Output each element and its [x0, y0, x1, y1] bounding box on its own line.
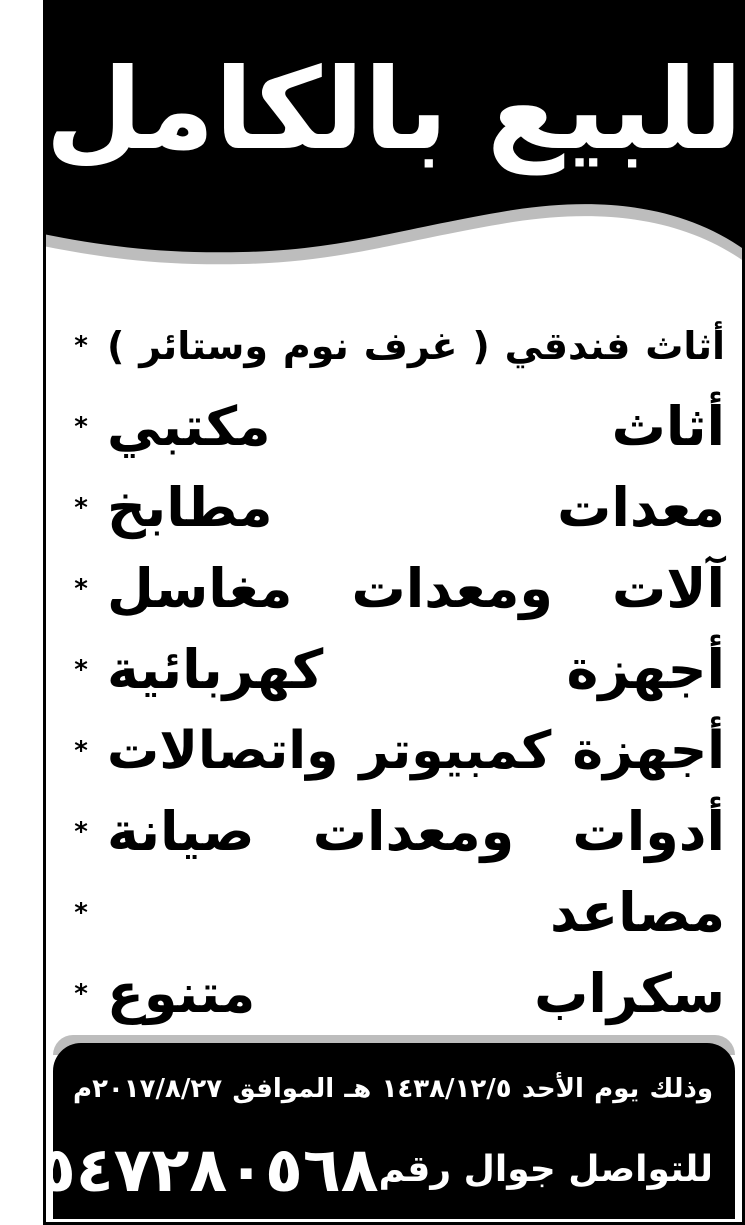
list-item	[63, 872, 725, 953]
list-item	[63, 629, 725, 710]
contact-line	[0, 1133, 713, 1206]
list-item	[63, 791, 725, 872]
item-text: مصاعد	[550, 880, 725, 944]
item-text: سكراب متنوع	[107, 961, 725, 1025]
phone-number: ٠٥٤٧٢٨٠٥٦٨	[0, 1133, 379, 1206]
date-line: وذلك يوم الأحد ١٤٣٨/١٢/٥ هـ الموافق ٢٠١٧/٨/٢٧م	[73, 1074, 713, 1104]
asterisk-bullet-icon: *	[74, 654, 88, 685]
list-item	[63, 710, 725, 791]
asterisk-bullet-icon: *	[74, 411, 88, 442]
item-text: معدات مطابخ	[107, 475, 725, 539]
asterisk-bullet-icon: *	[74, 978, 88, 1009]
item-text: أثاث مكتبي	[107, 394, 725, 458]
item-text: أثاث فندقي ( غرف نوم وستائر )	[107, 323, 725, 368]
asterisk-bullet-icon: *	[74, 735, 88, 766]
asterisk-bullet-icon: *	[74, 573, 88, 604]
contact-label: للتواصل جوال رقم	[378, 1149, 713, 1190]
item-text: آلات ومعدات مغاسل	[107, 556, 725, 620]
list-item	[63, 386, 725, 467]
list-item	[63, 953, 725, 1034]
footer-panel	[0, 1043, 735, 1219]
list-item	[63, 305, 725, 386]
list-item	[63, 467, 725, 548]
asterisk-bullet-icon: *	[74, 816, 88, 847]
item-text: أجهزة كمبيوتر واتصالات	[107, 720, 725, 781]
asterisk-bullet-icon: *	[74, 492, 88, 523]
ad-title: للبيع بالكامل	[45, 45, 743, 175]
item-text: أدوات ومعدات صيانة	[107, 799, 725, 863]
asterisk-bullet-icon: *	[74, 897, 88, 928]
header-banner	[43, 0, 745, 300]
asterisk-bullet-icon: *	[74, 330, 88, 361]
list-item	[63, 548, 725, 629]
items-list	[63, 305, 725, 1034]
item-text: أجهزة كهربائية	[107, 637, 725, 701]
